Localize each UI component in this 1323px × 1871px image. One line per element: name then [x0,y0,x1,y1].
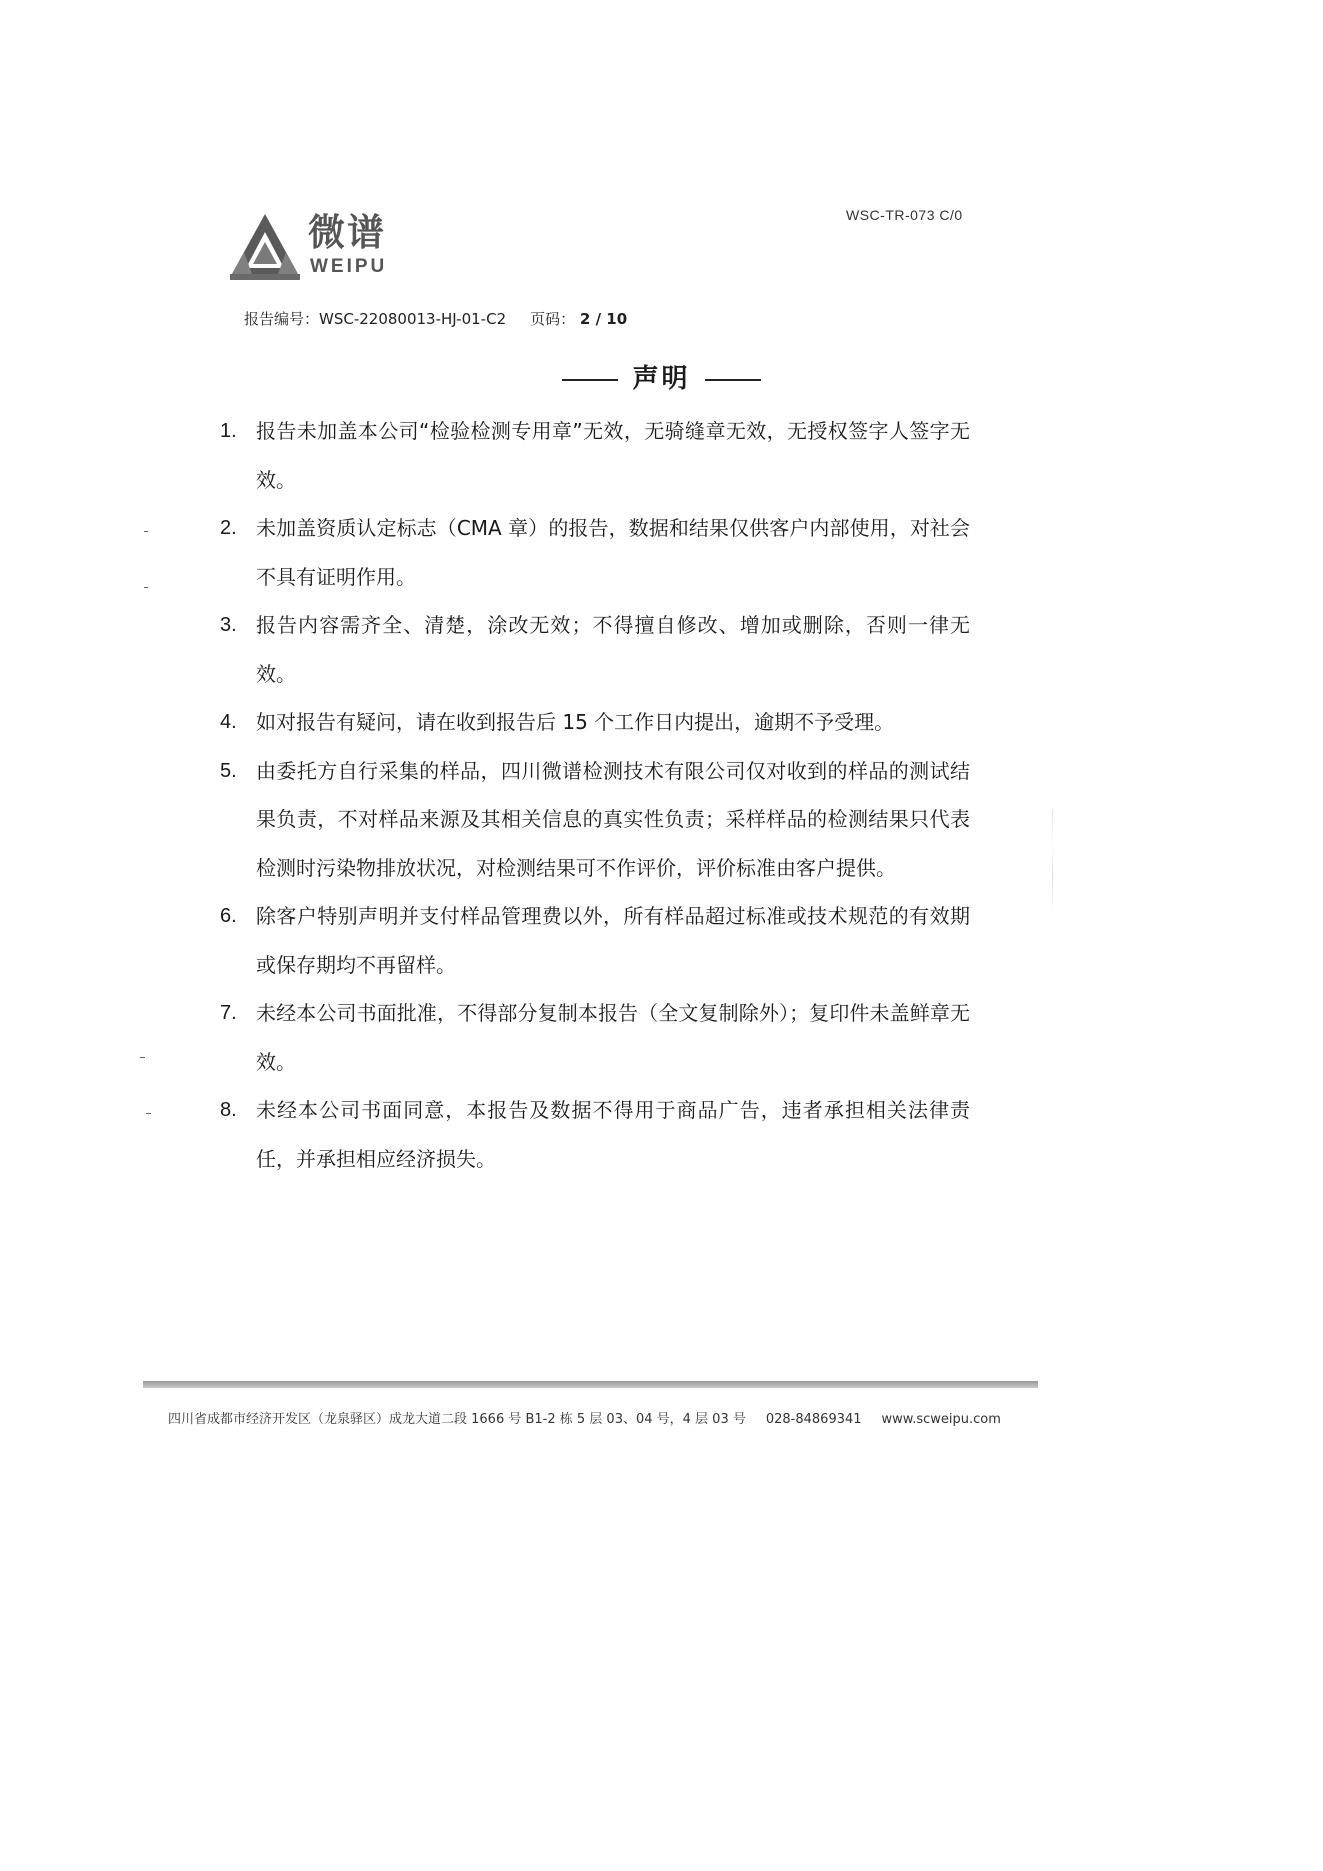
report-no: WSC-22080013-HJ-01-C2 [319,310,507,328]
page-label: 页码： [530,310,576,328]
item-text: 由委托方自行采集的样品，四川微谱检测技术有限公司仅对收到的样品的测试结果负责，不对样品来源及其相关信息的真实性负责；采样样品的检测结果只代表检测时污染物排放状况，对检测结果可不作评价，评价标准由客户提供。 [256,758,970,880]
footer-website: www.scweipu.com [881,1412,1001,1427]
declaration-item [220,892,970,989]
item-text: 报告未加盖本公司“检验检测专用章”无效，无骑缝章无效，无授权签字人签字无效。 [256,419,970,492]
scan-speck [144,587,148,588]
logo-chinese-name: 微谱 [308,211,386,254]
item-text: 如对报告有疑问，请在收到报告后 15 个工作日内提出，逾期不予受理。 [256,710,895,734]
declaration-item [220,989,970,1086]
item-number: 8. [220,1099,237,1121]
item-number: 6. [220,905,237,927]
title-dash-right [705,379,761,381]
scan-speck [146,1113,151,1114]
weipu-logo-icon [230,212,300,282]
page-value: 2 / 10 [579,310,628,328]
declaration-item [220,504,970,601]
item-text: 未经本公司书面批准，不得部分复制本报告（全文复制除外）；复印件未盖鲜章无效。 [256,1001,970,1074]
company-logo [230,212,400,282]
item-number: 4. [220,711,237,733]
declaration-item [220,407,970,504]
item-number: 5. [220,759,237,782]
declaration-title [0,358,1323,395]
declaration-item [220,601,970,698]
item-text: 未加盖资质认定标志（CMA 章）的报告，数据和结果仅供客户内部使用，对社会不具有证明作用。 [256,516,970,589]
footer-address: 四川省成都市经济开发区（龙泉驿区）成龙大道二段 1666 号 B1-2 栋 5 层 03、04 号，4 层 03 号 [168,1412,746,1427]
declaration-item [220,747,970,893]
scan-speck [1052,810,1053,910]
report-info-line [244,308,627,329]
footer-rule [143,1381,1038,1388]
form-code: WSC-TR-073 C/0 [846,207,963,223]
item-number: 2. [220,517,237,539]
item-text: 除客户特别声明并支付样品管理费以外，所有样品超过标准或技术规范的有效期或保存期均不再留样。 [256,904,970,977]
item-number: 1. [220,420,237,442]
item-text: 报告内容需齐全、清楚，涂改无效；不得擅自修改、增加或删除，否则一律无效。 [256,613,970,686]
footer-phone: 028-84869341 [765,1412,862,1427]
item-number: 7. [220,1002,237,1024]
declaration-list [220,407,970,1183]
footer-contact [168,1408,1001,1427]
declaration-item [220,1086,970,1183]
item-number: 3. [220,614,237,636]
logo-english-name: WEIPU [310,256,388,277]
title-dash-left [562,379,618,381]
item-text: 未经本公司书面同意，本报告及数据不得用于商品广告，违者承担相关法律责任，并承担相应经济损失。 [256,1098,970,1171]
scan-speck [140,1057,145,1058]
title-text: 声明 [632,364,691,394]
declaration-item [220,698,970,747]
scan-speck [144,531,148,532]
report-no-label: 报告编号： [244,310,320,328]
